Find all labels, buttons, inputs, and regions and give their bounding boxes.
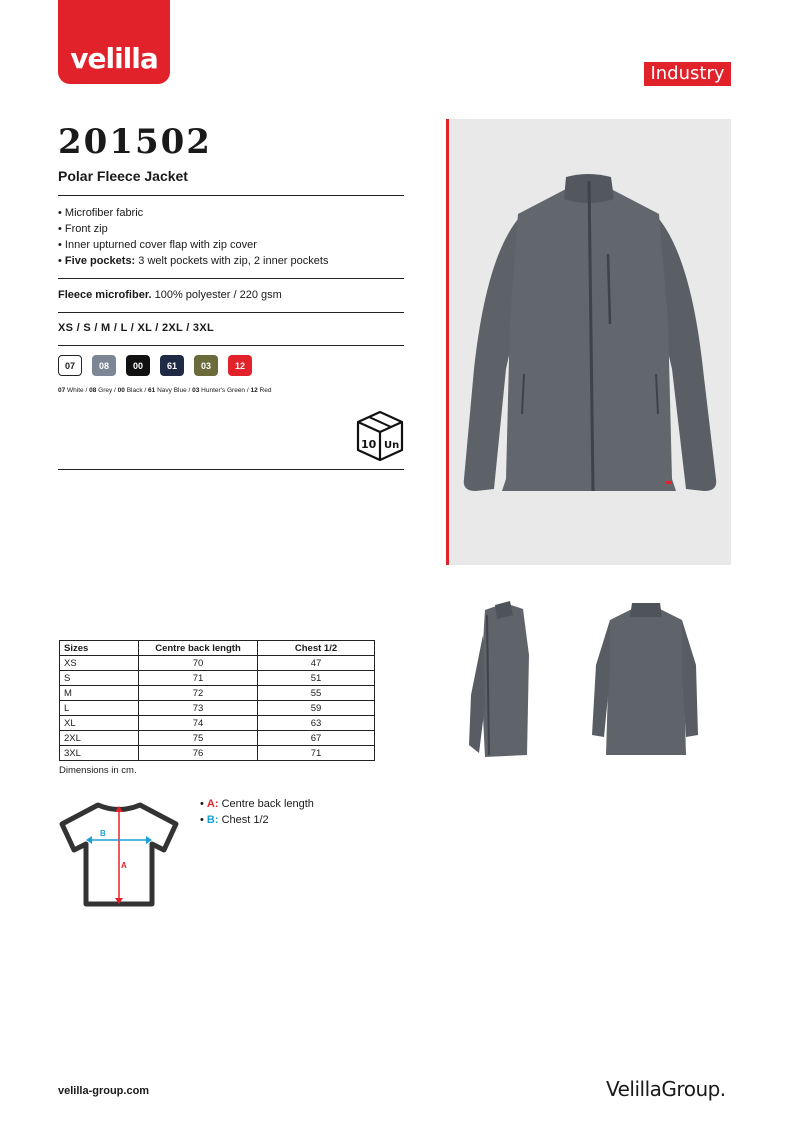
tshirt-measure-diagram [58, 800, 180, 910]
measure-legend [200, 796, 314, 828]
table-row [60, 701, 375, 716]
fabric-composition: Fleece microfiber. 100% polyester / 220 gsm [58, 289, 282, 301]
divider [58, 345, 404, 346]
table-header: Sizes [60, 641, 139, 656]
table-cell: 74 [139, 716, 258, 731]
table-cell: 73 [139, 701, 258, 716]
feature-item: • Microfiber fabric [58, 205, 328, 221]
table-cell: S [60, 671, 139, 686]
svg-text:A: A [121, 861, 127, 870]
photo-accent-bar [446, 119, 449, 565]
table-header: Chest 1/2 [258, 641, 375, 656]
table-cell: 76 [139, 746, 258, 761]
table-row [60, 671, 375, 686]
website-link[interactable]: velilla-group.com [58, 1085, 150, 1097]
table-cell: 72 [139, 686, 258, 701]
jacket-front-photo [446, 119, 731, 565]
color-swatches [58, 355, 252, 376]
color-swatch: 03 [194, 355, 218, 376]
velilla-group-logo: VelillaGroup. [606, 1077, 726, 1101]
color-swatch: 12 [228, 355, 252, 376]
table-cell: 2XL [60, 731, 139, 746]
feature-item: • Five pockets: 3 welt pockets with zip, 2 inner pockets [58, 253, 328, 269]
table-cell: 75 [139, 731, 258, 746]
divider [58, 312, 404, 313]
legend-item: • A: Centre back length [200, 796, 314, 812]
package-quantity: 10 [361, 438, 377, 451]
table-cell: L [60, 701, 139, 716]
package-unit: Un [384, 440, 400, 451]
color-swatch: 61 [160, 355, 184, 376]
table-row [60, 731, 375, 746]
dimensions-note: Dimensions in cm. [59, 765, 137, 776]
feature-item: • Inner upturned cover flap with zip cover [58, 237, 328, 253]
table-cell: 63 [258, 716, 375, 731]
table-header: Centre back length [139, 641, 258, 656]
size-table [59, 640, 375, 761]
velilla-logo [58, 0, 170, 84]
table-row [60, 656, 375, 671]
box-package-icon [354, 408, 406, 464]
color-legend: 07 White / 08 Grey / 00 Black / 61 Navy Blue / 03 Hunter's Green / 12 Red [58, 387, 272, 394]
feature-item: • Front zip [58, 221, 328, 237]
legend-item: • B: Chest 1/2 [200, 812, 314, 828]
table-cell: 3XL [60, 746, 139, 761]
color-swatch: 08 [92, 355, 116, 376]
table-cell: 67 [258, 731, 375, 746]
table-cell: 70 [139, 656, 258, 671]
table-row [60, 686, 375, 701]
logo-text: velilla [70, 42, 158, 75]
table-cell: 71 [139, 671, 258, 686]
table-row [60, 746, 375, 761]
divider [58, 195, 404, 196]
table-cell: XS [60, 656, 139, 671]
table-cell: 47 [258, 656, 375, 671]
svg-text:B: B [100, 829, 106, 838]
product-code: 201502 [58, 122, 212, 162]
available-sizes: XS / S / M / L / XL / 2XL / 3XL [58, 322, 215, 334]
table-cell: XL [60, 716, 139, 731]
color-swatch: 07 [58, 355, 82, 376]
table-cell: 71 [258, 746, 375, 761]
table-row [60, 716, 375, 731]
feature-list [58, 205, 328, 269]
table-cell: 55 [258, 686, 375, 701]
jacket-back-photo [580, 595, 710, 775]
jacket-side-photo [455, 595, 575, 775]
color-swatch: 00 [126, 355, 150, 376]
category-badge: Industry [644, 62, 731, 86]
divider [58, 469, 404, 470]
divider [58, 278, 404, 279]
table-header-row [60, 641, 375, 656]
table-cell: M [60, 686, 139, 701]
product-name: Polar Fleece Jacket [58, 168, 188, 184]
table-cell: 51 [258, 671, 375, 686]
table-cell: 59 [258, 701, 375, 716]
